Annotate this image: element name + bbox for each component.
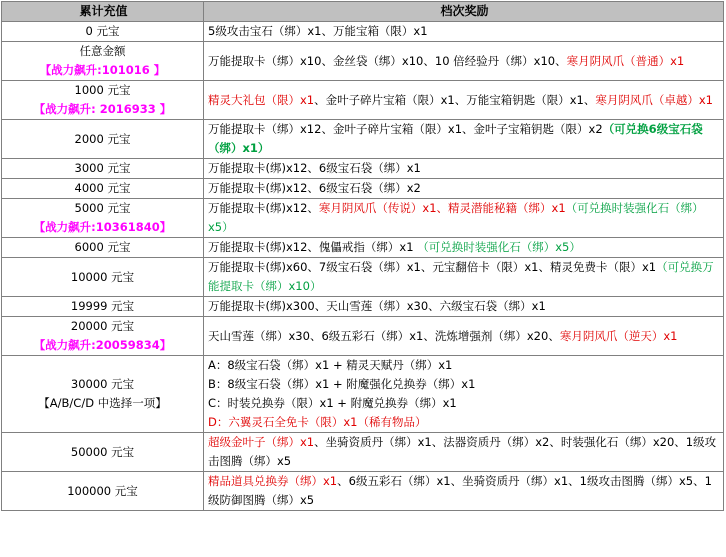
reward-cell [204,433,724,472]
amount-text: 3000 元宝 [74,161,131,175]
amount-text: 1000 元宝 [74,83,131,97]
amount-cell [2,238,204,258]
amount-cell [2,22,204,42]
reward-text: 万能提取卡（绑）x12、金叶子碎片宝箱（限）x1、金叶子宝箱钥匙（限）x2 [208,122,603,136]
reward-cell [204,120,724,159]
reward-line [208,238,721,257]
highlight-reward: 寒月阴风爪（传说）x1、精灵潜能秘籍（绑）x1 [318,201,566,215]
amount-text: 30000 元宝 [70,377,135,391]
reward-line [208,22,721,41]
amount-text: 任意金额 [79,44,126,58]
amount-text: 20000 元宝 [70,319,135,333]
reward-text: 万能提取卡(绑)x12、6级宝石袋（绑）x1 [208,161,421,175]
reward-text: B：8级宝石袋（绑）x1 + 附魔强化兑换券（绑）x1 [208,377,476,391]
highlight-reward: 寒月阴风爪（卓越）x1 [595,92,713,107]
reward-text: 、坐骑资质丹（绑）x1、法器资质丹（绑）x2、时装强化石（绑）x20、1级攻击图腾（绑）x5 [208,435,717,468]
boost-label: 【战力飙升:101016 】 [39,63,166,77]
reward-text: 万能提取卡(绑)x12、 [208,201,319,215]
amount-text: 50000 元宝 [70,444,135,459]
reward-cell [204,472,724,511]
reward-text: 天山雪莲（绑）x30、6级五彩石（绑）x1、洗炼增强剂（绑）x20、 [208,328,560,343]
amount-cell [2,179,204,199]
header-reward: 档次奖励 [204,2,724,22]
table-row [2,297,724,317]
amount-text: 0 元宝 [85,24,120,38]
amount-cell [2,258,204,297]
reward-text: 5级攻击宝石（绑）x1、万能宝箱（限）x1 [208,24,428,38]
table-row [2,472,724,511]
highlight-reward: 精灵大礼包（限）x1 [208,92,315,107]
reward-line [208,433,721,471]
amount-cell [2,42,204,81]
highlight-reward: 寒月阴风爪（逆天）x1 [559,328,678,343]
reward-line [208,394,721,413]
reward-text: A：8级宝石袋（绑）x1 + 精灵天赋丹（绑）x1 [208,358,453,372]
highlight-reward: （可兑换万能提取卡（绑）x10） [208,260,714,293]
reward-cell [204,356,724,433]
amount-cell [2,120,204,159]
reward-text: 万能提取卡(绑)x12、6级宝石袋（绑）x2 [208,181,421,195]
reward-cell [204,179,724,199]
reward-text: 、金叶子碎片宝箱（限）x1、万能宝箱钥匙（限）x1、 [314,92,596,107]
reward-cell [204,238,724,258]
reward-line [208,472,721,510]
table-row [2,433,724,472]
amount-cell [2,81,204,120]
table-body [2,22,724,511]
highlight-reward: （可兑换6级宝石袋（绑）x1） [208,122,703,155]
amount-cell [2,356,204,433]
reward-table [1,1,724,511]
highlight-reward: 精品道具兑换券（绑）x1 [208,474,338,488]
reward-cell [204,297,724,317]
table-row [2,199,724,238]
amount-cell [2,433,204,472]
reward-line [208,356,721,375]
table-row [2,81,724,120]
amount-cell [2,297,204,317]
amount-cell [2,317,204,356]
amount-text: 2000 元宝 [74,131,131,146]
reward-cell [204,81,724,120]
header-amount: 累计充值 [2,2,204,22]
reward-line [208,258,721,296]
amount-text: 10000 元宝 [70,269,135,284]
reward-cell [204,317,724,356]
table-row [2,120,724,159]
highlight-reward: D：六翼灵石全免卡（限）x1（稀有物品） [208,415,427,429]
highlight-reward: （可兑换时装强化石（绑）x5） [208,201,704,234]
highlight-reward: 超级金叶子（绑）x1 [208,435,315,449]
table-row [2,317,724,356]
reward-cell [204,159,724,179]
boost-label: 【战力飙升:20059834】 [33,338,172,352]
reward-line [208,52,721,71]
reward-text: 、6级五彩石（绑）x1、坐骑资质丹（绑）x1、1级攻击图腾（绑）x5、1级防御图腾（绑）x5 [208,474,712,507]
table-row [2,238,724,258]
header-row [2,2,724,22]
reward-text: 万能提取卡(绑)x12、傀儡戒指（绑）x1 [208,240,418,254]
reward-cell [204,258,724,297]
table-row [2,258,724,297]
reward-text: 万能提取卡(绑)x60、7级宝石袋（绑）x1、元宝翻倍卡（限）x1、精灵免费卡（限）x1 [208,260,657,274]
amount-cell [2,472,204,511]
amount-text: 5000 元宝 [74,201,131,215]
table-row [2,179,724,199]
reward-line [208,327,721,346]
reward-text: 万能提取卡（绑）x10、金丝袋（绑）x10、10 倍经验丹（绑）x10、 [208,53,567,68]
reward-line [208,297,721,316]
reward-cell [204,199,724,238]
reward-line [208,413,721,432]
reward-line [208,179,721,198]
amount-cell [2,159,204,179]
boost-label: 【战力飙升:10361840】 [33,220,172,234]
reward-text: C：时装兑换券（限）x1 + 附魔兑换券（绑）x1 [208,396,457,410]
amount-text: 4000 元宝 [74,181,131,195]
boost-label: 【战力飙升: 2016933 】 [33,102,172,116]
reward-cell [204,42,724,81]
highlight-reward: 寒月阴风爪（普通）x1 [566,53,685,68]
amount-text: 6000 元宝 [74,240,131,254]
reward-cell [204,22,724,42]
table-row [2,356,724,433]
table-row [2,42,724,81]
amount-text: 100000 元宝 [67,483,138,498]
boost-label: 【A/B/C/D 中选择一项】 [38,396,167,410]
reward-line [208,159,721,178]
reward-line [208,199,721,237]
table-row [2,22,724,42]
reward-text: 万能提取卡(绑)x300、天山雪莲（绑）x30、六级宝石袋（绑）x1 [208,299,546,313]
highlight-reward: （可兑换时装强化石（绑）x5） [417,240,581,254]
table-row [2,159,724,179]
amount-text: 19999 元宝 [70,299,135,313]
reward-line [208,91,721,110]
reward-line [208,120,721,158]
amount-cell [2,199,204,238]
reward-line [208,375,721,394]
